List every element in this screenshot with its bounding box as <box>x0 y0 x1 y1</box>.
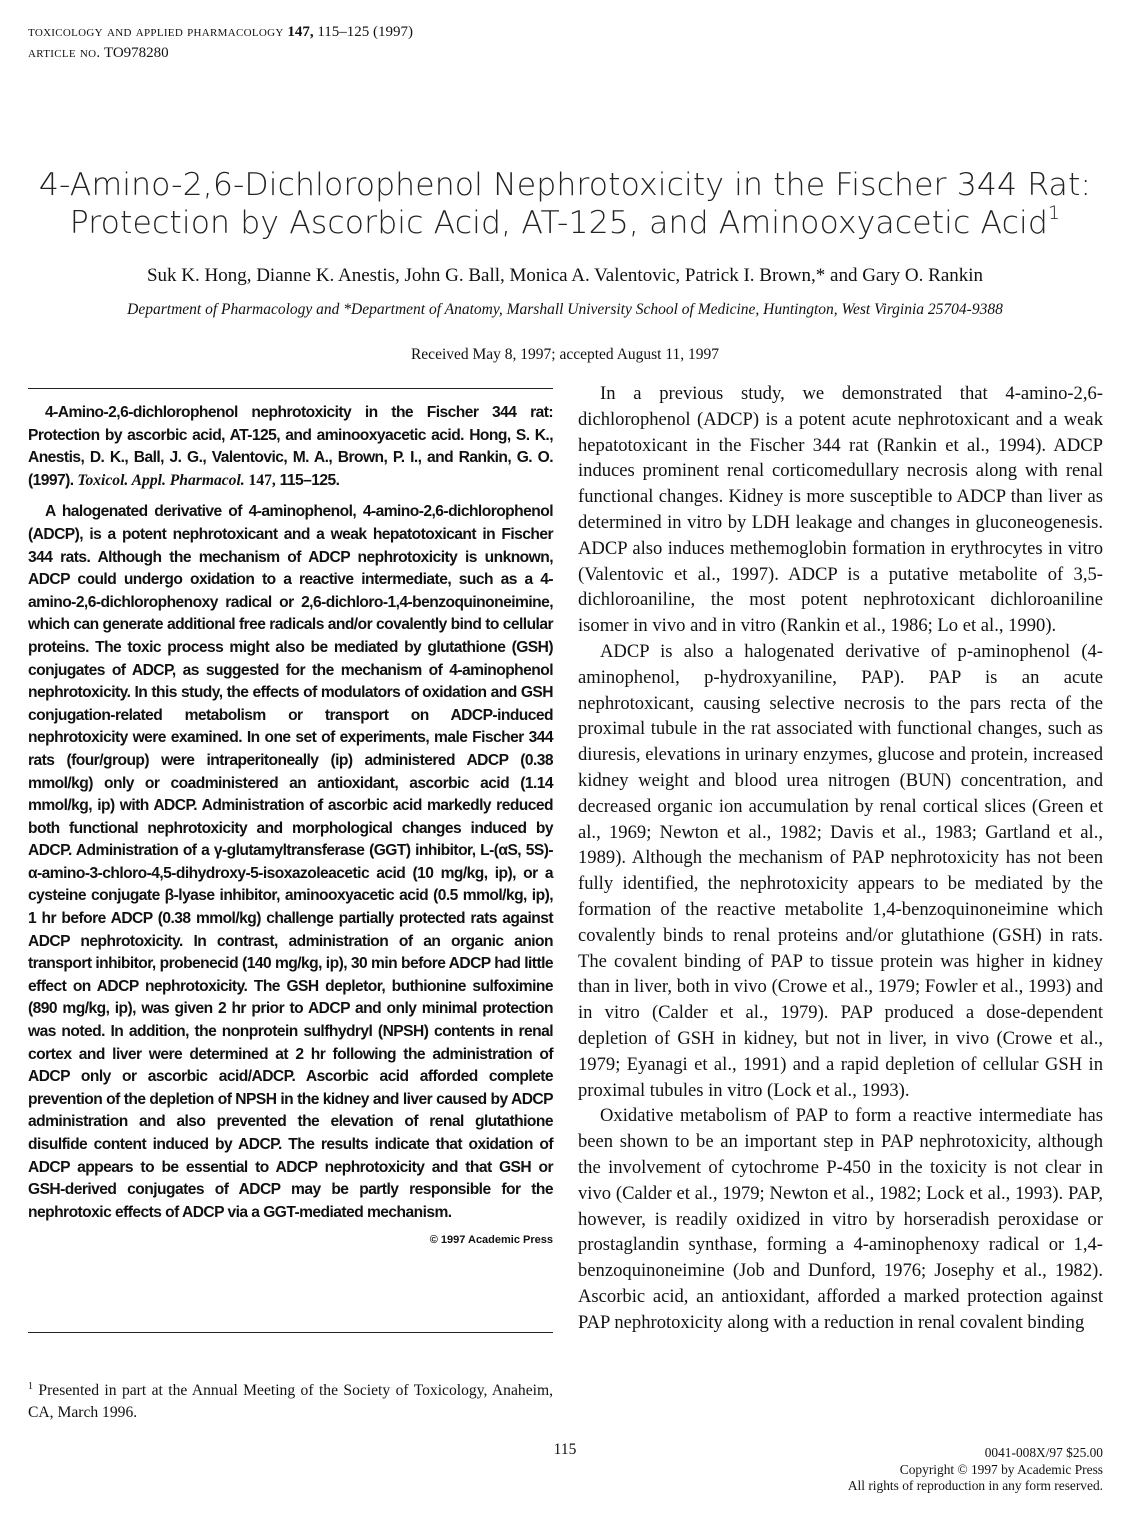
title-line-1: 4-Amino-2,6-Dichlorophenol Nephrotoxicity in the Fischer 344 Rat: <box>38 167 1092 203</box>
abstract-citation-pages: 115–125. <box>279 471 340 489</box>
pub-copyright: Copyright © 1997 by Academic Press <box>899 1461 1103 1477</box>
abstract-copyright: © 1997 Academic Press <box>429 1234 553 1247</box>
body-paragraph: In a previous study, we demonstrated that 4-amino-2,6-dichlorophenol (ADCP) is a potent acute nephrotoxicant and a weak hepatotoxicant in the Fischer 344 rat (Rankin et al., 1994). ADCP induces prominent renal corticomedullary necrosis along with renal functional changes. Kidney is more susceptible to ADCP than liver as determined in vitro by LDH leakage and changes in gluconeogenesis. ADCP also induces methemoglobin formation in erythrocytes in vitro (Valentovic et al., 1997). ADCP is a putative metabolite of 3,5-dichloroaniline, the most potent nephrotoxicant dichloroaniline isomer in vivo and in vitro (Rankin et al., 1986; Lo et al., 1990). <box>578 383 1103 637</box>
pub-rights: All rights of reproduction in any form reserved. <box>847 1478 1103 1493</box>
abstract-body <box>28 501 553 1247</box>
received-date: Received May 8, 1997; accepted August 11, 1997 <box>410 346 720 363</box>
footnote-text: Presented in part at the Annual Meeting of the Society of Toxicology, Anaheim, CA, March 1996. <box>28 1382 553 1422</box>
authors: Suk K. Hong, Dianne K. Anestis, John G. Ball, Monica A. Valentovic, Patrick I. Brown,* and Gary O. Rankin <box>146 265 984 286</box>
page-number: 115 <box>553 1441 577 1458</box>
body-text <box>578 381 1103 1335</box>
title-line-2 <box>30 204 1100 242</box>
article-number-line <box>28 43 413 64</box>
title-footnote-mark: 1 <box>1048 202 1061 224</box>
journal-volume: 147, <box>287 24 314 40</box>
abstract-citation <box>28 402 553 492</box>
journal-pages-year: 115–125 (1997) <box>317 24 414 40</box>
footnote <box>28 1376 553 1424</box>
publication-info <box>848 1445 1103 1495</box>
pub-code: 0041-008X/97 $25.00 <box>984 1445 1103 1460</box>
affiliation: Department of Pharmacology and *Department of Anatomy, Marshall University School of Medicine, Huntington, West Virginia 25704-9388 <box>127 301 1003 318</box>
running-head <box>28 22 413 64</box>
paper-title <box>30 166 1100 242</box>
footnote-mark: 1 <box>28 1381 33 1392</box>
abstract-citation-journal: Toxicol. Appl. Pharmacol. <box>77 471 245 489</box>
abstract-body-text: A halogenated derivative of 4-aminophenol, 4-amino-2,6-dichlorophenol (ADCP), is a potent nephrotoxicant and a weak hepatotoxicant in Fischer 344 rats. Although the mechanism of ADCP nephrotoxicity is unknown, ADCP could undergo oxidation to a reactive intermediate, such as a 4-amino-2,6-dichlorophenoxy radical or 2,6-dichloro-1,4-benzoquinoneimine, which can generate additional free radicals and/or covalently bind to cellular proteins. The toxic process might also be mediated by glutathione (GSH) conjugates of ADCP, as suggested for the mechanism of 4-aminophenol nephrotoxicity. In this study, the effects of modulators of oxidation and GSH conjugation-related metabolism or transport on ADCP-induced nephrotoxicity were examined. In one set of experiments, male Fischer 344 rats (four/group) were intraperitoneally (ip) administered ADCP (0.38 mmol/kg) only or coadministered an antioxidant, ascorbic acid (1.14 mmol/kg, ip) with ADCP. Administration of ascorbic acid markedly reduced both functional nephrotoxicity and morphological changes induced by ADCP. Administration of a γ-glutamyltransferase (GGT) inhibitor, L-(αS, 5S)-α-amino-3-chloro-4,5-dihydroxy-5-isoxazoleacetic acid (10 mg/kg, ip), or a cysteine conjugate β-lyase inhibitor, aminooxyacetic acid (0.5 mmol/kg, ip), 1 hr before ADCP (0.38 mmol/kg) challenge partially protected rats against ADCP nephrotoxicity. In contrast, administration of an organic anion transport inhibitor, probenecid (140 mg/kg, ip), 30 min before ADCP had little effect on ADCP nephrotoxicity. The GSH depletor, buthionine sulfoximine (890 mg/kg, ip), was given 2 hr prior to ADCP and only minimal protection was noted. In addition, the nonprotein sulfhydryl (NPSH) contents in renal cortex and liver were determined at 2 hr following the administration of ADCP only or ascorbic acid/ADCP. Ascorbic acid afforded complete prevention of the depletion of NPSH in the kidney and liver caused by ADCP administration and also prevented the elevation of renal glutathione disulfide content induced by ADCP. The results indicate that oxidation of ADCP appears to be essential to ADCP nephrotoxicity and that GSH or GSH-derived conjugates of ADCP may be partly responsible for the nephrotoxic effects of ADCP via a GGT-mediated mechanism. <box>28 503 553 1221</box>
article-label: article no. <box>28 45 101 61</box>
journal-name: toxicology and applied pharmacology <box>28 24 284 40</box>
body-paragraph: ADCP is also a halogenated derivative of p-aminophenol (4-aminophenol, p-hydroxyaniline, PAP). PAP is an acute nephrotoxicant, causing selective necrosis to the pars recta of the proximal tubule in the rat associated with functional changes, such as diuresis, elevations in urinary enzymes, glucose and protein, increased kidney weight and blood urea nitrogen (BUN) concentration, and decreased organic ion accumulation by renal cortical slices (Green et al., 1969; Newton et al., 1982; Davis et al., 1983; Gartland et al., 1989). Although the mechanism of PAP nephrotoxicity has not been fully identified, the nephrotoxicity appears to be mediated by the formation of the reactive metabolite 1,4-benzoquinoneimine which covalently binds to renal proteins and/or glutathione (GSH) in rats. The covalent binding of PAP to tissue protein was higher in kidney than in liver, both in vivo (Crowe et al., 1979; Fowler et al., 1993) and in vitro (Calder et al., 1979). PAP produced a dose-dependent depletion of GSH in kidney, but not in liver, in vivo (Crowe et al., 1979; Eyanagi et al., 1991) and a rapid depletion of cellular GSH in proximal tubules in vitro (Lock et al., 1993). <box>578 640 1103 1101</box>
abstract <box>28 388 553 1333</box>
article-number: TO978280 <box>103 45 169 61</box>
body-paragraph: Oxidative metabolism of PAP to form a reactive intermediate has been shown to be an important step in PAP nephrotoxicity, although the involvement of cytochrome P-450 in the toxicity is not clear in vivo (Calder et al., 1979; Newton et al., 1982; Lock et al., 1993). PAP, however, is readily oxidized in vitro by horseradish peroxidase or prostaglandin synthase, forming a 4-aminophenoxy radical or 1,4-benzoquinoneimine (Job and Dunford, 1976; Josephy et al., 1982). Ascorbic acid, an antioxidant, afforded a marked protection against PAP nephrotoxicity along with a reduction in renal covalent binding <box>578 1105 1103 1333</box>
abstract-citation-text: 4-Amino-2,6-dichlorophenol nephrotoxicity in the Fischer 344 rat: Protection by ascorbic acid, AT-125, and aminooxyacetic acid. Hong, S. K., Anestis, D. K., Ball, J. G., Valentovic, M. A., Brown, P. I., and Rankin, G. O. (1997). <box>28 404 553 489</box>
abstract-citation-volume: 147, <box>248 471 276 489</box>
title-line-2-text: Protection by Ascorbic Acid, AT-125, and Aminooxyacetic Acid <box>69 205 1049 241</box>
journal-citation-line <box>28 22 413 43</box>
